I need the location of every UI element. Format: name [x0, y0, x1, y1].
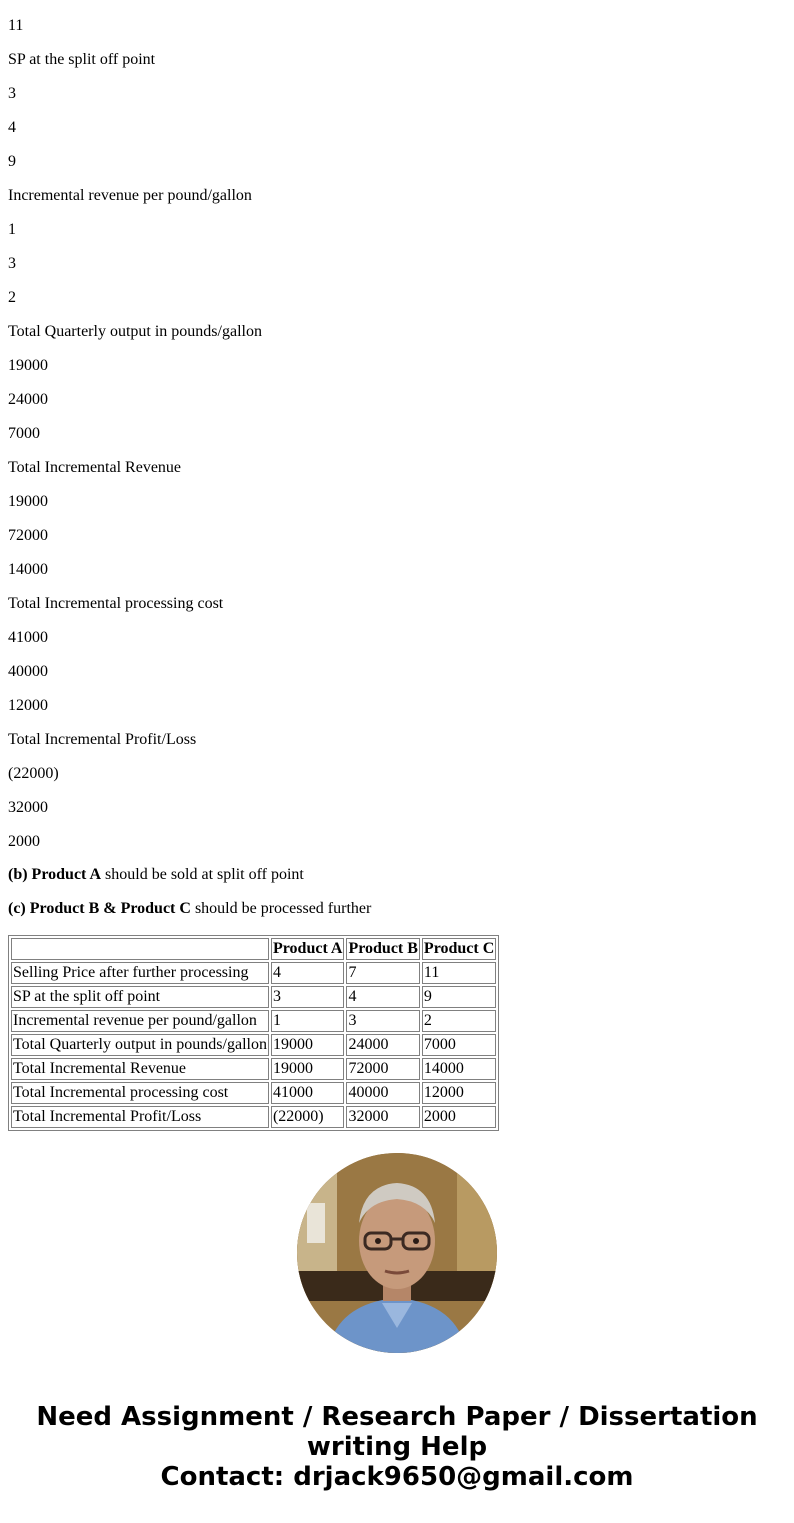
- text-line: 2: [8, 289, 16, 306]
- text-line: 3: [8, 85, 16, 102]
- table-row: [11, 962, 496, 984]
- table-cell: 14000: [422, 1058, 496, 1080]
- table-cell: 41000: [271, 1082, 344, 1104]
- answer-c-label: (c) Product B & Product C: [8, 900, 191, 917]
- text-line: 9: [8, 153, 16, 170]
- table-cell: Total Incremental processing cost: [11, 1082, 269, 1104]
- table-cell: 32000: [346, 1106, 419, 1128]
- text-line: 3: [8, 255, 16, 272]
- text-line: 14000: [8, 561, 48, 578]
- text-line: 12000: [8, 697, 48, 714]
- table-cell: 3: [271, 986, 344, 1008]
- table-cell: 4: [271, 962, 344, 984]
- table-row: [11, 1058, 496, 1080]
- table-cell: 1: [271, 1010, 344, 1032]
- table-row: [11, 1034, 496, 1056]
- table-header-cell: [11, 938, 269, 960]
- footer-line-2: writing Help: [306, 1432, 488, 1462]
- text-line: Total Incremental Profit/Loss: [8, 731, 197, 748]
- answer-c: [8, 900, 786, 918]
- footer-contact: Contact: drjack9650@gmail.com: [160, 1462, 634, 1492]
- text-line: Total Quarterly output in pounds/gallon: [8, 323, 262, 340]
- table-header-cell: Product C: [422, 938, 496, 960]
- table-cell: 7: [346, 962, 419, 984]
- footer: [0, 1402, 794, 1492]
- table-cell: 12000: [422, 1082, 496, 1104]
- answer-b: [8, 866, 786, 884]
- table-cell: 2: [422, 1010, 496, 1032]
- text-line: 32000: [8, 799, 48, 816]
- answers: [8, 866, 786, 934]
- table-cell: 7000: [422, 1034, 496, 1056]
- table-cell: Selling Price after further processing: [11, 962, 269, 984]
- text-line: 7000: [8, 425, 40, 442]
- text-line: 1: [8, 221, 16, 238]
- table-cell: Incremental revenue per pound/gallon: [11, 1010, 269, 1032]
- table-cell: Total Incremental Revenue: [11, 1058, 269, 1080]
- table-cell: 19000: [271, 1058, 344, 1080]
- text-line: Incremental revenue per pound/gallon: [8, 187, 252, 204]
- table-cell: 24000: [346, 1034, 419, 1056]
- text-line: 19000: [8, 357, 48, 374]
- table-cell: 40000: [346, 1082, 419, 1104]
- table-header-cell: Product B: [346, 938, 419, 960]
- answer-c-text: should be processed further: [190, 900, 372, 917]
- table-cell: 2000: [422, 1106, 496, 1128]
- text-line: (22000): [8, 765, 59, 782]
- table-cell: 9: [422, 986, 496, 1008]
- person-avatar-icon: [297, 1153, 497, 1353]
- text-line: 40000: [8, 663, 48, 680]
- text-line: 41000: [8, 629, 48, 646]
- table-cell: 72000: [346, 1058, 419, 1080]
- text-line: Total Incremental Revenue: [8, 459, 182, 476]
- table-cell: 3: [346, 1010, 419, 1032]
- table-cell: Total Quarterly output in pounds/gallon: [11, 1034, 269, 1056]
- table-header-cell: Product A: [271, 938, 344, 960]
- table-cell: 4: [346, 986, 419, 1008]
- footer-line-1: Need Assignment / Research Paper / Dissertation: [36, 1402, 758, 1432]
- table-row: [11, 1106, 496, 1128]
- summary-table: [8, 935, 499, 1131]
- text-line: 4: [8, 119, 16, 136]
- avatar-illustration: [297, 1153, 497, 1353]
- text-lines: [8, 0, 786, 850]
- text-line: 2000: [8, 833, 40, 850]
- table-row: [11, 1010, 496, 1032]
- table-cell: Total Incremental Profit/Loss: [11, 1106, 269, 1128]
- answer-b-text: should be sold at split off point: [101, 866, 304, 883]
- answer-b-label: (b) Product A: [8, 866, 102, 883]
- table-row: [11, 1082, 496, 1104]
- text-line: Total Incremental processing cost: [8, 595, 224, 612]
- table-cell: (22000): [271, 1106, 344, 1128]
- table-cell: 11: [422, 962, 496, 984]
- text-line: 72000: [8, 527, 48, 544]
- text-line: 19000: [8, 493, 48, 510]
- text-line: 24000: [8, 391, 48, 408]
- text-line: 11: [8, 17, 24, 34]
- table-cell: 19000: [271, 1034, 344, 1056]
- table-cell: SP at the split off point: [11, 986, 269, 1008]
- table-header-row: [11, 938, 496, 960]
- text-line: SP at the split off point: [8, 51, 156, 68]
- table-row: [11, 986, 496, 1008]
